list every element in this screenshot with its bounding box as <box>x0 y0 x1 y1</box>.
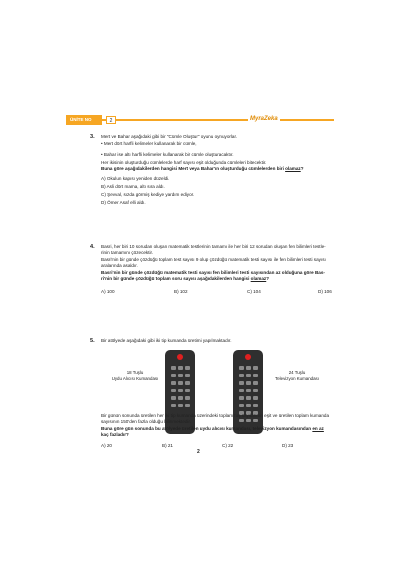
q4-line4: aralarında asaldır. <box>101 263 138 268</box>
q3-option-c[interactable]: C) Şevval, sızda görmiş kediye yardım ediyor. <box>101 192 195 197</box>
q5-line2: sayısının 150'den fazla olduğu bilinmektedir. <box>101 419 192 424</box>
remote-key <box>239 404 244 408</box>
q3-option-a[interactable]: A) Okulun kapısı yeniden düzeldi. <box>101 176 170 181</box>
remote-key <box>253 374 258 378</box>
q3-rule1: • Mert dört harfli kelimeler kullanarak bir cümle, <box>101 141 197 146</box>
remote-key <box>253 404 258 408</box>
remote-key <box>178 396 183 400</box>
remote-key <box>239 381 244 385</box>
q3-intro: Mert ve Bahar aşağıdaki gibi bir "Cümle Oluştur" oyunu oynuyorlar. <box>101 134 238 139</box>
remote-key <box>178 374 183 378</box>
q5-option-a[interactable]: A) 20 <box>101 443 112 448</box>
remote-key <box>253 366 258 370</box>
remote2-caption: 24 Tuşlu Televizyon Kumandası <box>275 370 319 381</box>
q5-intro: Bir atölyede aşağıdaki gibi iki tip kumanda üretimi yapılmaktadır. <box>101 338 232 343</box>
remote-key <box>246 366 251 370</box>
page-header <box>66 115 334 125</box>
remote-key <box>246 381 251 385</box>
q5-option-c[interactable]: C) 22 <box>222 443 234 448</box>
remote-key <box>253 396 258 400</box>
remote-key <box>178 389 183 393</box>
remote-key <box>246 389 251 393</box>
remote-key <box>171 396 176 400</box>
q5-number: 5. <box>90 338 95 344</box>
power-button-icon <box>177 354 183 360</box>
remote-key <box>171 374 176 378</box>
remote-key <box>185 396 190 400</box>
remote-key <box>178 404 183 408</box>
remote-key <box>171 404 176 408</box>
remote-key <box>239 396 244 400</box>
power-button-icon <box>245 354 251 360</box>
q5-option-d[interactable]: D) 23 <box>282 443 294 448</box>
remote-key <box>239 389 244 393</box>
remote-key <box>178 366 183 370</box>
remote-key <box>246 396 251 400</box>
remote-key <box>171 381 176 385</box>
remote-key <box>185 389 190 393</box>
q3-rule2: • Bahar ise altı harfli kelimeler kullanarak bir cümle oluşturacaktır. <box>101 152 234 157</box>
q4-line2: rinin tamamını çözecektir. <box>101 250 154 255</box>
page-number: 2 <box>197 449 200 455</box>
remote-key <box>253 381 258 385</box>
remote-key <box>185 381 190 385</box>
q4-line1: Basri, her biri 10 sorudan oluşan matematik testlerinin tamamı ile her biri 12 sorudan oluşan fen bilimleri testle- <box>101 244 326 249</box>
q3-option-b[interactable]: B) Asli dört mama, altı sıra aldı. <box>101 184 165 189</box>
remote-key <box>246 404 251 408</box>
q4-option-d[interactable]: D) 106 <box>318 289 332 294</box>
q3-option-d[interactable]: D) Ömer Asaf elli aldı. <box>101 200 146 205</box>
q4-line3: Basri'nin bir günde çözdüğü toplam test sayısı 9 olup çözdüğü matematik testi sayısı ile fen bilimleri testi sayısı <box>101 257 326 262</box>
q4-number: 4. <box>90 244 95 250</box>
remote-key <box>185 374 190 378</box>
remote-key <box>239 374 244 378</box>
page-badge: 2 <box>106 116 116 124</box>
q4-option-b[interactable]: B) 102 <box>174 289 188 294</box>
q3-number: 3. <box>90 134 95 140</box>
q4-bold1: Basri'nin bir günde çözdüğü matematik testi sayısı fen bilimleri testi sayısından az olduğuna göre Bas- <box>101 270 325 275</box>
q5-bold1: Buna göre gün sonunda bu atölyede üretilen uydu alıcısı kumandası, televizyon kumandasından en az <box>101 426 324 431</box>
q5-option-b[interactable]: B) 21 <box>162 443 173 448</box>
brand-logo: MyraZeka <box>250 116 278 122</box>
q4-option-c[interactable]: C) 104 <box>247 289 261 294</box>
remote1-caption: 18 Tuşlu Uydu Alıcısı Kumandası <box>111 370 159 381</box>
remote-key <box>239 366 244 370</box>
remote-key <box>178 381 183 385</box>
remote-key <box>171 389 176 393</box>
remote-key <box>253 389 258 393</box>
q5-bold2: kaç fazladır? <box>101 432 129 437</box>
remote-key <box>185 404 190 408</box>
q3-question: Buna göre aşağıdakilerden hangisi Mert veya Bahar'ın oluşturduğu cümlelerden biri olamaz? <box>101 166 304 171</box>
q4-bold2: ri'nin bir günde çözdüğü toplam soru sayısı aşağıdakilerden hangisi olamaz? <box>101 276 270 281</box>
q3-note: Her ikisinin oluşturduğu cümlelerde harf sayısı eşit olduğunda cümleleri bitecektir. <box>101 160 267 165</box>
q4-option-a[interactable]: A) 100 <box>101 289 115 294</box>
unit-tab: ÜNİTE NO <box>66 115 102 125</box>
remote-key <box>185 366 190 370</box>
q5-line1: Bir günün sonunda üretilen her iki tip kumanda üzerindeki toplam tuş sayılarının eşit ve üretilen toplam kumanda <box>101 413 330 418</box>
remote-key <box>171 366 176 370</box>
remote-key <box>246 374 251 378</box>
